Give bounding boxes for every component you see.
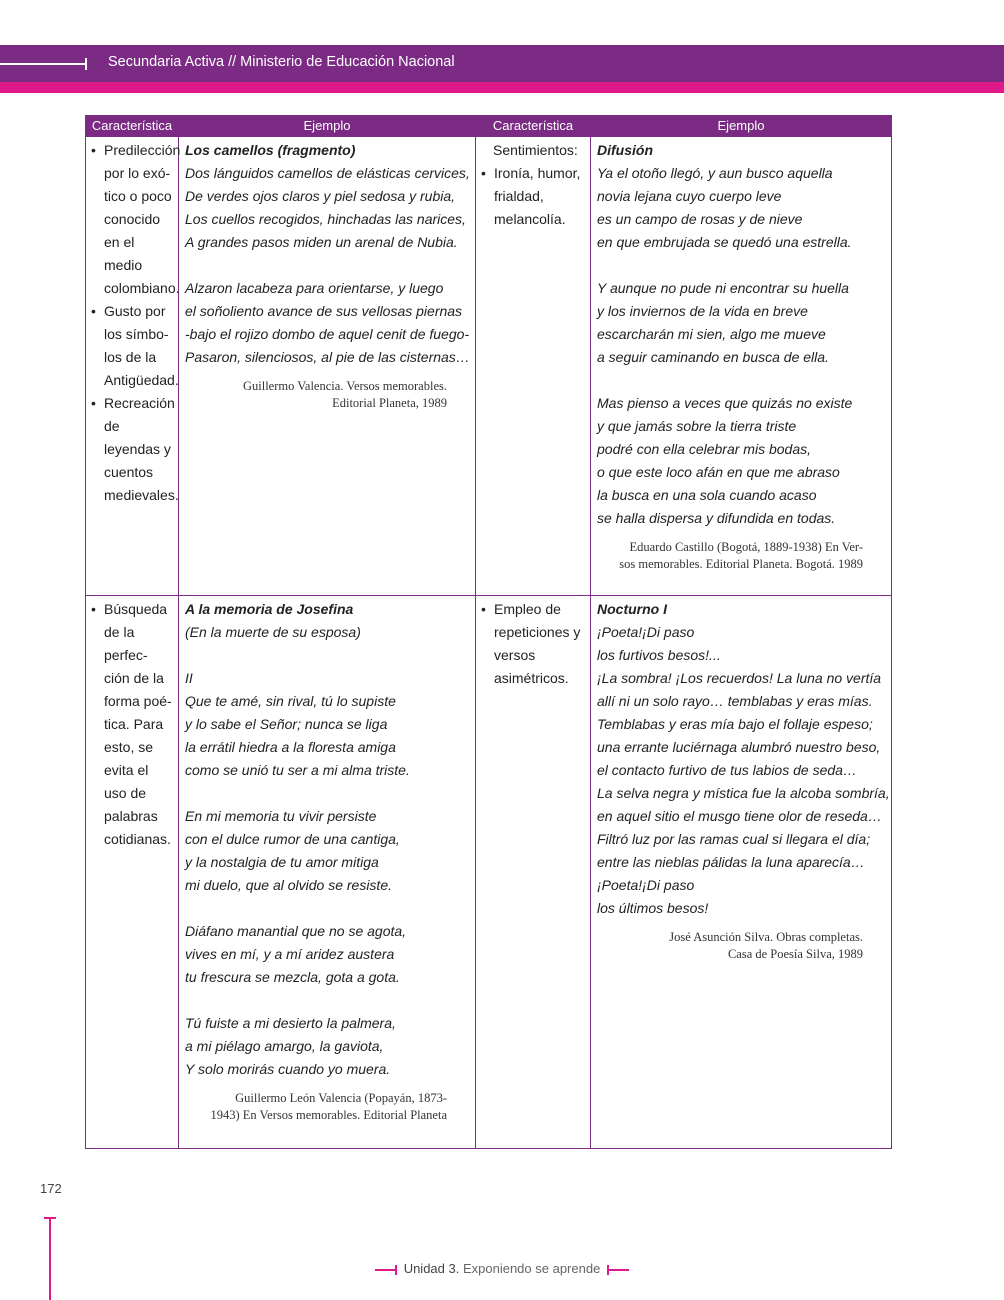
poem-title: Los camellos (fragmento) bbox=[185, 142, 356, 158]
characteristic-cell bbox=[476, 596, 591, 1149]
poem-line: (En la muerte de su esposa) bbox=[185, 624, 361, 640]
poem-line: y que jamás sobre la tierra triste bbox=[597, 418, 797, 434]
poem-line: II bbox=[185, 670, 193, 686]
poem-source: Eduardo Castillo (Bogotá, 1889-1938) En Ver- sos memorables. Editorial Planeta. Bogotá. 1989 bbox=[619, 540, 863, 571]
poem-line: en aquel sitio el musgo tiene olor de reseda… bbox=[597, 808, 882, 824]
poem-line: Y aunque no pude ni encontrar su huella bbox=[597, 280, 849, 296]
characteristic-cell bbox=[476, 137, 591, 596]
stanza-gap bbox=[597, 369, 885, 392]
poem-line: la busca en una sola cuando acaso bbox=[597, 487, 817, 503]
poem-line: o que este loco afán en que me abraso bbox=[597, 464, 840, 480]
characteristic-cell bbox=[86, 596, 179, 1149]
poem-line: Filtró luz por las ramas cual si llegara el día; bbox=[597, 831, 871, 847]
poem-line: a mi piélago amargo, la gaviota, bbox=[185, 1038, 384, 1054]
column-header: Ejemplo bbox=[179, 116, 476, 137]
poem-line: Que te amé, sin rival, tú lo supiste bbox=[185, 693, 396, 709]
poem-line: ¡Poeta!¡Di paso bbox=[597, 624, 695, 640]
footer-unit-title: Exponiendo se aprende bbox=[462, 1261, 601, 1276]
poem-line: es un campo de rosas y de nieve bbox=[597, 211, 803, 227]
poem-source: Guillermo León Valencia (Popayán, 1873- 1943) En Versos memorables. Editorial Planeta bbox=[210, 1091, 447, 1122]
poem-line: vives en mí, y a mí aridez austera bbox=[185, 946, 395, 962]
characteristic-item: • Ironía, humor, frialdad, melancolía. bbox=[481, 162, 585, 231]
poem-line: Y solo morirás cuando yo muera. bbox=[185, 1061, 391, 1077]
header-title: Secundaria Activa // Ministerio de Educación Nacional bbox=[108, 54, 455, 70]
poem-line: novia lejana cuyo cuerpo leve bbox=[597, 188, 782, 204]
poem-line: la errátil hiedra a la floresta amiga bbox=[185, 739, 396, 755]
margin-line bbox=[49, 1218, 51, 1300]
stanza-gap bbox=[185, 897, 469, 920]
poem-line: y la nostalgia de tu amor mitiga bbox=[185, 854, 379, 870]
poem-line: el contacto furtivo de tus labios de seda… bbox=[597, 762, 857, 778]
poem-line: A grandes pasos miden un arenal de Nubia. bbox=[185, 234, 458, 250]
example-cell bbox=[591, 596, 892, 1149]
characteristic-item: • Predilección por lo exó-tico o poco conocido en el medio colombiano. bbox=[91, 139, 173, 300]
poem-title: Difusión bbox=[597, 142, 653, 158]
table-header-row bbox=[86, 116, 892, 137]
table-row bbox=[86, 137, 892, 596]
characteristic-item: • Búsqueda de la perfec-ción de la forma poé-tica. Para esto, se evita el uso de palabras cotidianas. bbox=[91, 598, 173, 851]
column-header: Característica bbox=[476, 116, 591, 137]
poem-line: Tú fuiste a mi desierto la palmera, bbox=[185, 1015, 396, 1031]
poem-line: De verdes ojos claros y piel sedosa y rubia, bbox=[185, 188, 456, 204]
poem-line: escarcharán mi sien, algo me mueve bbox=[597, 326, 826, 342]
poem-line: a seguir caminando en busca de ella. bbox=[597, 349, 829, 365]
header-rule bbox=[0, 63, 86, 65]
poem-line: Diáfano manantial que no se agota, bbox=[185, 923, 407, 939]
poem-line: Temblabas y eras mía bajo el follaje espeso; bbox=[597, 716, 873, 732]
table-row bbox=[86, 596, 892, 1149]
column-header: Característica bbox=[86, 116, 179, 137]
poem-line: como se unió tu ser a mi alma triste. bbox=[185, 762, 410, 778]
poem-line: mi duelo, que al olvido se resiste. bbox=[185, 877, 392, 893]
poem-line: Ya el otoño llegó, y aun busco aquella bbox=[597, 165, 833, 181]
poem-title: A la memoria de Josefina bbox=[185, 601, 354, 617]
footer-rule-right bbox=[607, 1269, 629, 1271]
poem-line: y los inviernos de la vida en breve bbox=[597, 303, 808, 319]
footer-unit: Unidad 3. bbox=[403, 1261, 460, 1276]
stanza-gap bbox=[185, 254, 469, 277]
poem-line: se halla dispersa y difundida en todas. bbox=[597, 510, 836, 526]
poem-line: Mas pienso a veces que quizás no existe bbox=[597, 395, 853, 411]
example-cell bbox=[591, 137, 892, 596]
characteristic-cell bbox=[86, 137, 179, 596]
footer bbox=[0, 1261, 1004, 1276]
poem-lines bbox=[185, 162, 469, 369]
poem-line: Dos lánguidos camellos de elásticas cervices, bbox=[185, 165, 470, 181]
poem-source: Guillermo Valencia. Versos memorables. Editorial Planeta, 1989 bbox=[242, 379, 447, 410]
poem-line: una errante luciérnaga alumbró nuestro beso, bbox=[597, 739, 881, 755]
characteristic-item: • Gusto por los símbo-los de la Antigüedad. bbox=[91, 300, 173, 392]
poem-lines bbox=[597, 162, 885, 530]
poem-line: con el dulce rumor de una cantiga, bbox=[185, 831, 400, 847]
characteristic-item: • Recreación de leyendas y cuentos medievales. bbox=[91, 392, 173, 507]
header-accent-stripe bbox=[0, 82, 1004, 93]
poem-line: los últimos besos! bbox=[597, 900, 709, 916]
poem-line: Los cuellos recogidos, hinchadas las narices, bbox=[185, 211, 466, 227]
poem-line: allí ni un solo rayo… temblabas y eras mías. bbox=[597, 693, 873, 709]
characteristic-item: • Empleo de repeticiones y versos asimétricos. bbox=[481, 598, 585, 690]
page-number: 172 bbox=[40, 1181, 62, 1196]
characteristic-intro: Sentimientos: bbox=[493, 142, 578, 158]
poem-line: La selva negra y mística fue la alcoba sombría, bbox=[597, 785, 890, 801]
literature-table bbox=[85, 115, 892, 1149]
poem-line: y lo sabe el Señor; nunca se liga bbox=[185, 716, 388, 732]
poem-line: tu frescura se mezcla, gota a gota. bbox=[185, 969, 400, 985]
example-cell bbox=[179, 596, 476, 1149]
poem-source: José Asunción Silva. Obras completas. Casa de Poesía Silva, 1989 bbox=[669, 930, 863, 961]
poem-line: Pasaron, silenciosos, al pie de las cisternas… bbox=[185, 349, 470, 365]
poem-line: -bajo el rojizo dombo de aquel cenit de fuego- bbox=[185, 326, 470, 342]
poem-line: ¡La sombra! ¡Los recuerdos! La luna no vertía bbox=[597, 670, 882, 686]
poem-line: el soñoliento avance de sus vellosas piernas bbox=[185, 303, 463, 319]
footer-rule-left bbox=[375, 1269, 397, 1271]
stanza-gap bbox=[185, 989, 469, 1012]
header-rule-tick bbox=[85, 58, 87, 70]
poem-lines bbox=[185, 621, 469, 1081]
poem-lines bbox=[597, 621, 890, 920]
example-cell bbox=[179, 137, 476, 596]
poem-line: entre las nieblas pálidas la luna aparecía… bbox=[597, 854, 865, 870]
poem-title: Nocturno I bbox=[597, 601, 667, 617]
poem-line: Alzaron lacabeza para orientarse, y luego bbox=[185, 280, 444, 296]
column-header: Ejemplo bbox=[591, 116, 892, 137]
poem-line: en que embrujada se quedó una estrella. bbox=[597, 234, 852, 250]
stanza-gap bbox=[185, 782, 469, 805]
poem-line: podré con ella celebrar mis bodas, bbox=[597, 441, 812, 457]
poem-line: En mi memoria tu vivir persiste bbox=[185, 808, 377, 824]
poem-line: ¡Poeta!¡Di paso bbox=[597, 877, 695, 893]
stanza-gap bbox=[597, 254, 885, 277]
stanza-gap bbox=[185, 644, 469, 667]
poem-line: los furtivos besos!... bbox=[597, 647, 721, 663]
